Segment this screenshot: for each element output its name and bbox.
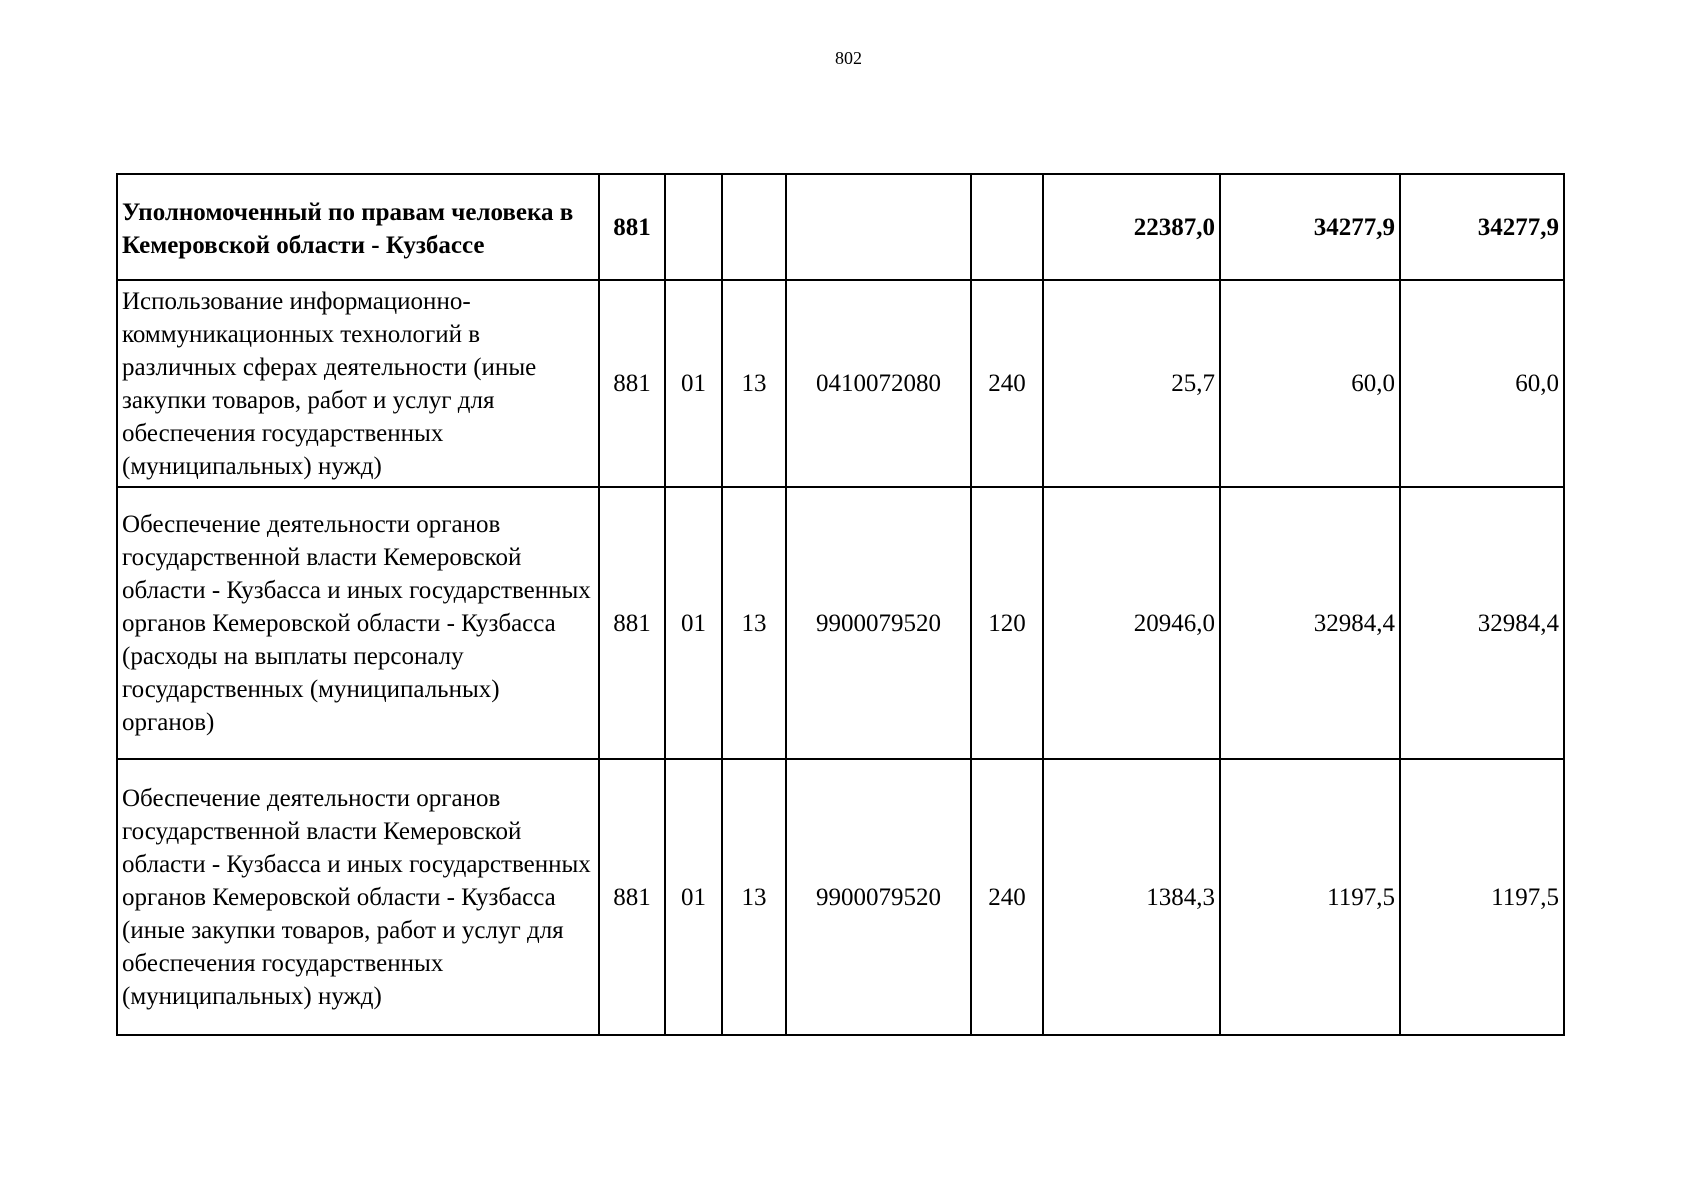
table-row [117,280,1564,487]
expense-type-code: 240 [971,280,1043,487]
amount-year-1: 25,7 [1043,280,1220,487]
section-code: 01 [665,280,722,487]
amount-year-1: 20946,0 [1043,487,1220,759]
subsection-code: 13 [722,280,786,487]
amount-year-3: 32984,4 [1400,487,1564,759]
section-code: 01 [665,487,722,759]
section-code [665,174,722,280]
subsection-code [722,174,786,280]
table-row [117,174,1564,280]
target-article-code [786,174,971,280]
row-description: Уполномоченный по правам человека в Кемеровской области - Кузбассе [117,174,599,280]
expense-type-code [971,174,1043,280]
ministry-code: 881 [599,759,665,1035]
budget-table [116,173,1565,1036]
row-description: Обеспечение деятельности органов государственной власти Кемеровской области - Кузбасса и иных государственных органов Кемеровской области - Кузбасса (иные закупки товаров, работ и услуг для обеспечения государственных (муниципальных) нужд) [117,759,599,1035]
subsection-code: 13 [722,487,786,759]
expense-type-code: 120 [971,487,1043,759]
target-article-code: 0410072080 [786,280,971,487]
table-row [117,759,1564,1035]
amount-year-3: 60,0 [1400,280,1564,487]
amount-year-3: 1197,5 [1400,759,1564,1035]
amount-year-2: 34277,9 [1220,174,1400,280]
ministry-code: 881 [599,174,665,280]
ministry-code: 881 [599,280,665,487]
page-number: 802 [835,48,862,68]
amount-year-2: 60,0 [1220,280,1400,487]
amount-year-1: 1384,3 [1043,759,1220,1035]
amount-year-3: 34277,9 [1400,174,1564,280]
ministry-code: 881 [599,487,665,759]
amount-year-1: 22387,0 [1043,174,1220,280]
row-description: Обеспечение деятельности органов государственной власти Кемеровской области - Кузбасса и иных государственных органов Кемеровской области - Кузбасса (расходы на выплаты персоналу государственных (муниципальных) органов) [117,487,599,759]
section-code: 01 [665,759,722,1035]
target-article-code: 9900079520 [786,759,971,1035]
amount-year-2: 32984,4 [1220,487,1400,759]
target-article-code: 9900079520 [786,487,971,759]
amount-year-2: 1197,5 [1220,759,1400,1035]
expense-type-code: 240 [971,759,1043,1035]
subsection-code: 13 [722,759,786,1035]
table-row [117,487,1564,759]
row-description: Использование информационно-коммуникационных технологий в различных сферах деятельности (иные закупки товаров, работ и услуг для обеспечения государственных (муниципальных) нужд) [117,280,599,487]
